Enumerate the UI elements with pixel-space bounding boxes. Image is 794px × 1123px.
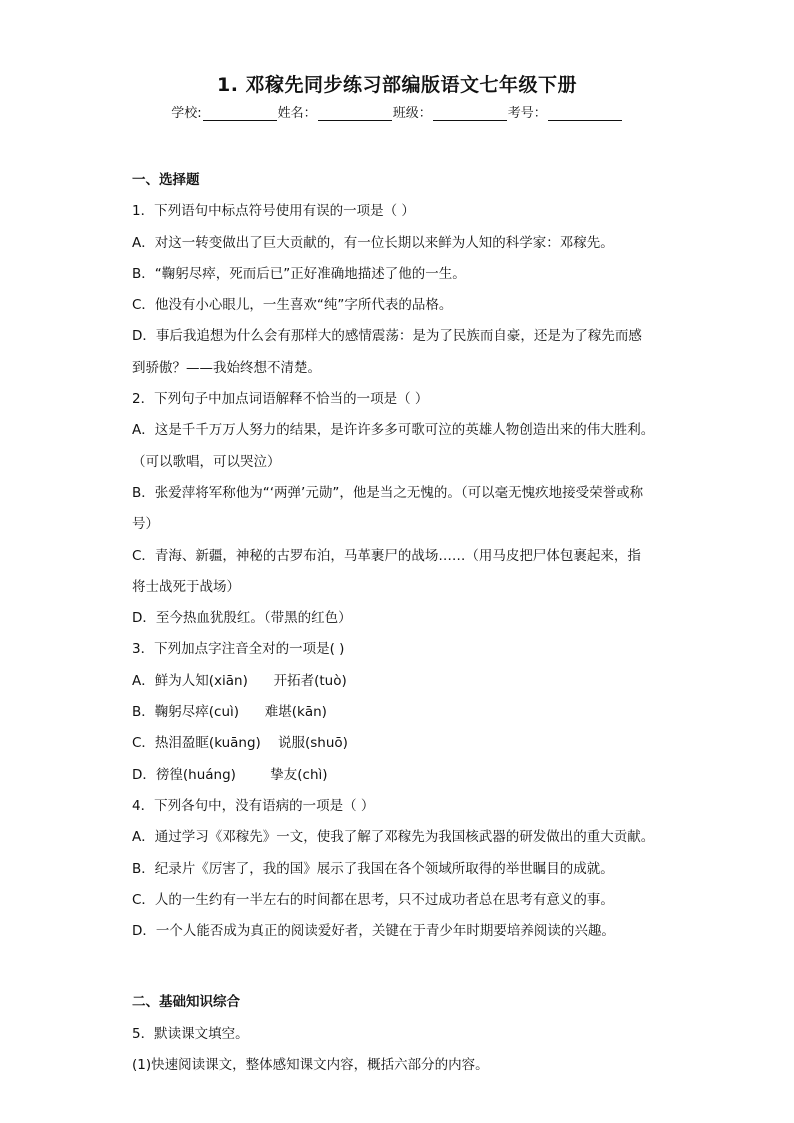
option-b: B．“鞠躬尽瘁，死而后已”正好准确地描述了他的一生。 <box>132 265 466 282</box>
page-title: 1. 邓稼先同步练习部编版语文七年级下册 <box>216 74 578 96</box>
class-label: 班级： <box>392 106 432 121</box>
question-stem: 3．下列加点字注音全对的一项是( ) <box>132 641 345 658</box>
section-title: 二、基础知识综合 <box>132 994 240 1011</box>
number-blank[interactable] <box>548 107 622 121</box>
option-c: C．青海、新疆，神秘的古罗布泊，马革裹尸的战场……（用马皮把尸体包裹起来，指 <box>132 547 641 564</box>
option-c: C．热泪盈眶(kuāng) 说服(shuō) <box>132 735 348 752</box>
option-d: D．至今热血犹殷红。（带黑的红色） <box>132 610 352 627</box>
name-blank[interactable] <box>318 107 392 121</box>
section-title: 一、选择题 <box>132 172 200 188</box>
option-b: B．纪录片《厉害了，我的国》展示了我国在各个领域所取得的举世瞩目的成就。 <box>132 860 614 877</box>
student-info-row <box>0 102 794 121</box>
school-blank[interactable] <box>203 107 277 121</box>
question-content <box>132 165 672 1081</box>
question-stem: 4．下列各句中，没有语病的一项是（ ） <box>132 797 375 814</box>
option-a: A．这是千千万万人努力的结果，是许许多多可歌可泣的英雄人物创造出来的伟大胜利。 <box>132 422 655 439</box>
option-c: C．他没有小心眼儿，一生喜欢“纯”字所代表的品格。 <box>132 297 453 314</box>
number-label: 考号： <box>507 106 547 121</box>
question-stem: 2．下列句子中加点词语解释不恰当的一项是（ ） <box>132 391 429 408</box>
option-b: B．张爱萍将军称他为“‘两弹’元勋”，他是当之无愧的。（可以毫无愧疚地接受荣誉或称 <box>132 484 644 501</box>
option-a-cont: （可以歌唱，可以哭泣） <box>132 453 281 470</box>
option-a: A．通过学习《邓稼先》一文，使我了解了邓稼先为我国核武器的研发做出的重大贡献。 <box>132 829 655 846</box>
option-c: C．人的一生约有一半左右的时间都在思考，只不过成功者总在思考有意义的事。 <box>132 891 614 908</box>
school-label: 学校: <box>171 106 202 121</box>
option-d: D．一个人能否成为真正的阅读爱好者，关键在于青少年时期要培养阅读的兴趣。 <box>132 923 615 940</box>
option-d-cont: 到骄傲？——我始终想不清楚。 <box>132 359 321 376</box>
sub-question: (1)快速阅读课文，整体感知课文内容，概括六部分的内容。 <box>132 1057 489 1074</box>
section-gap <box>132 947 672 987</box>
option-d: D．事后我追想为什么会有那样大的感情震荡：是为了民族而自豪，还是为了稼先而感 <box>132 328 642 345</box>
question-stem: 1．下列语句中标点符号使用有误的一项是（ ） <box>132 203 415 220</box>
option-a: A．鲜为人知(xiān) 开拓者(tuò) <box>132 672 347 689</box>
option-b: B．鞠躬尽瘁(cuì) 难堪(kān) <box>132 704 327 721</box>
option-a: A．对这一转变做出了巨大贡献的，有一位长期以来鲜为人知的科学家：邓稼先。 <box>132 234 614 251</box>
class-blank[interactable] <box>433 107 507 121</box>
question-stem: 5．默读课文填空。 <box>132 1025 249 1042</box>
option-c-cont: 将士战死于战场） <box>132 578 240 595</box>
name-label: 姓名： <box>277 106 317 121</box>
option-b-cont: 号） <box>132 516 159 533</box>
option-d: D．徬徨(huáng) 挚友(chì) <box>132 766 328 783</box>
